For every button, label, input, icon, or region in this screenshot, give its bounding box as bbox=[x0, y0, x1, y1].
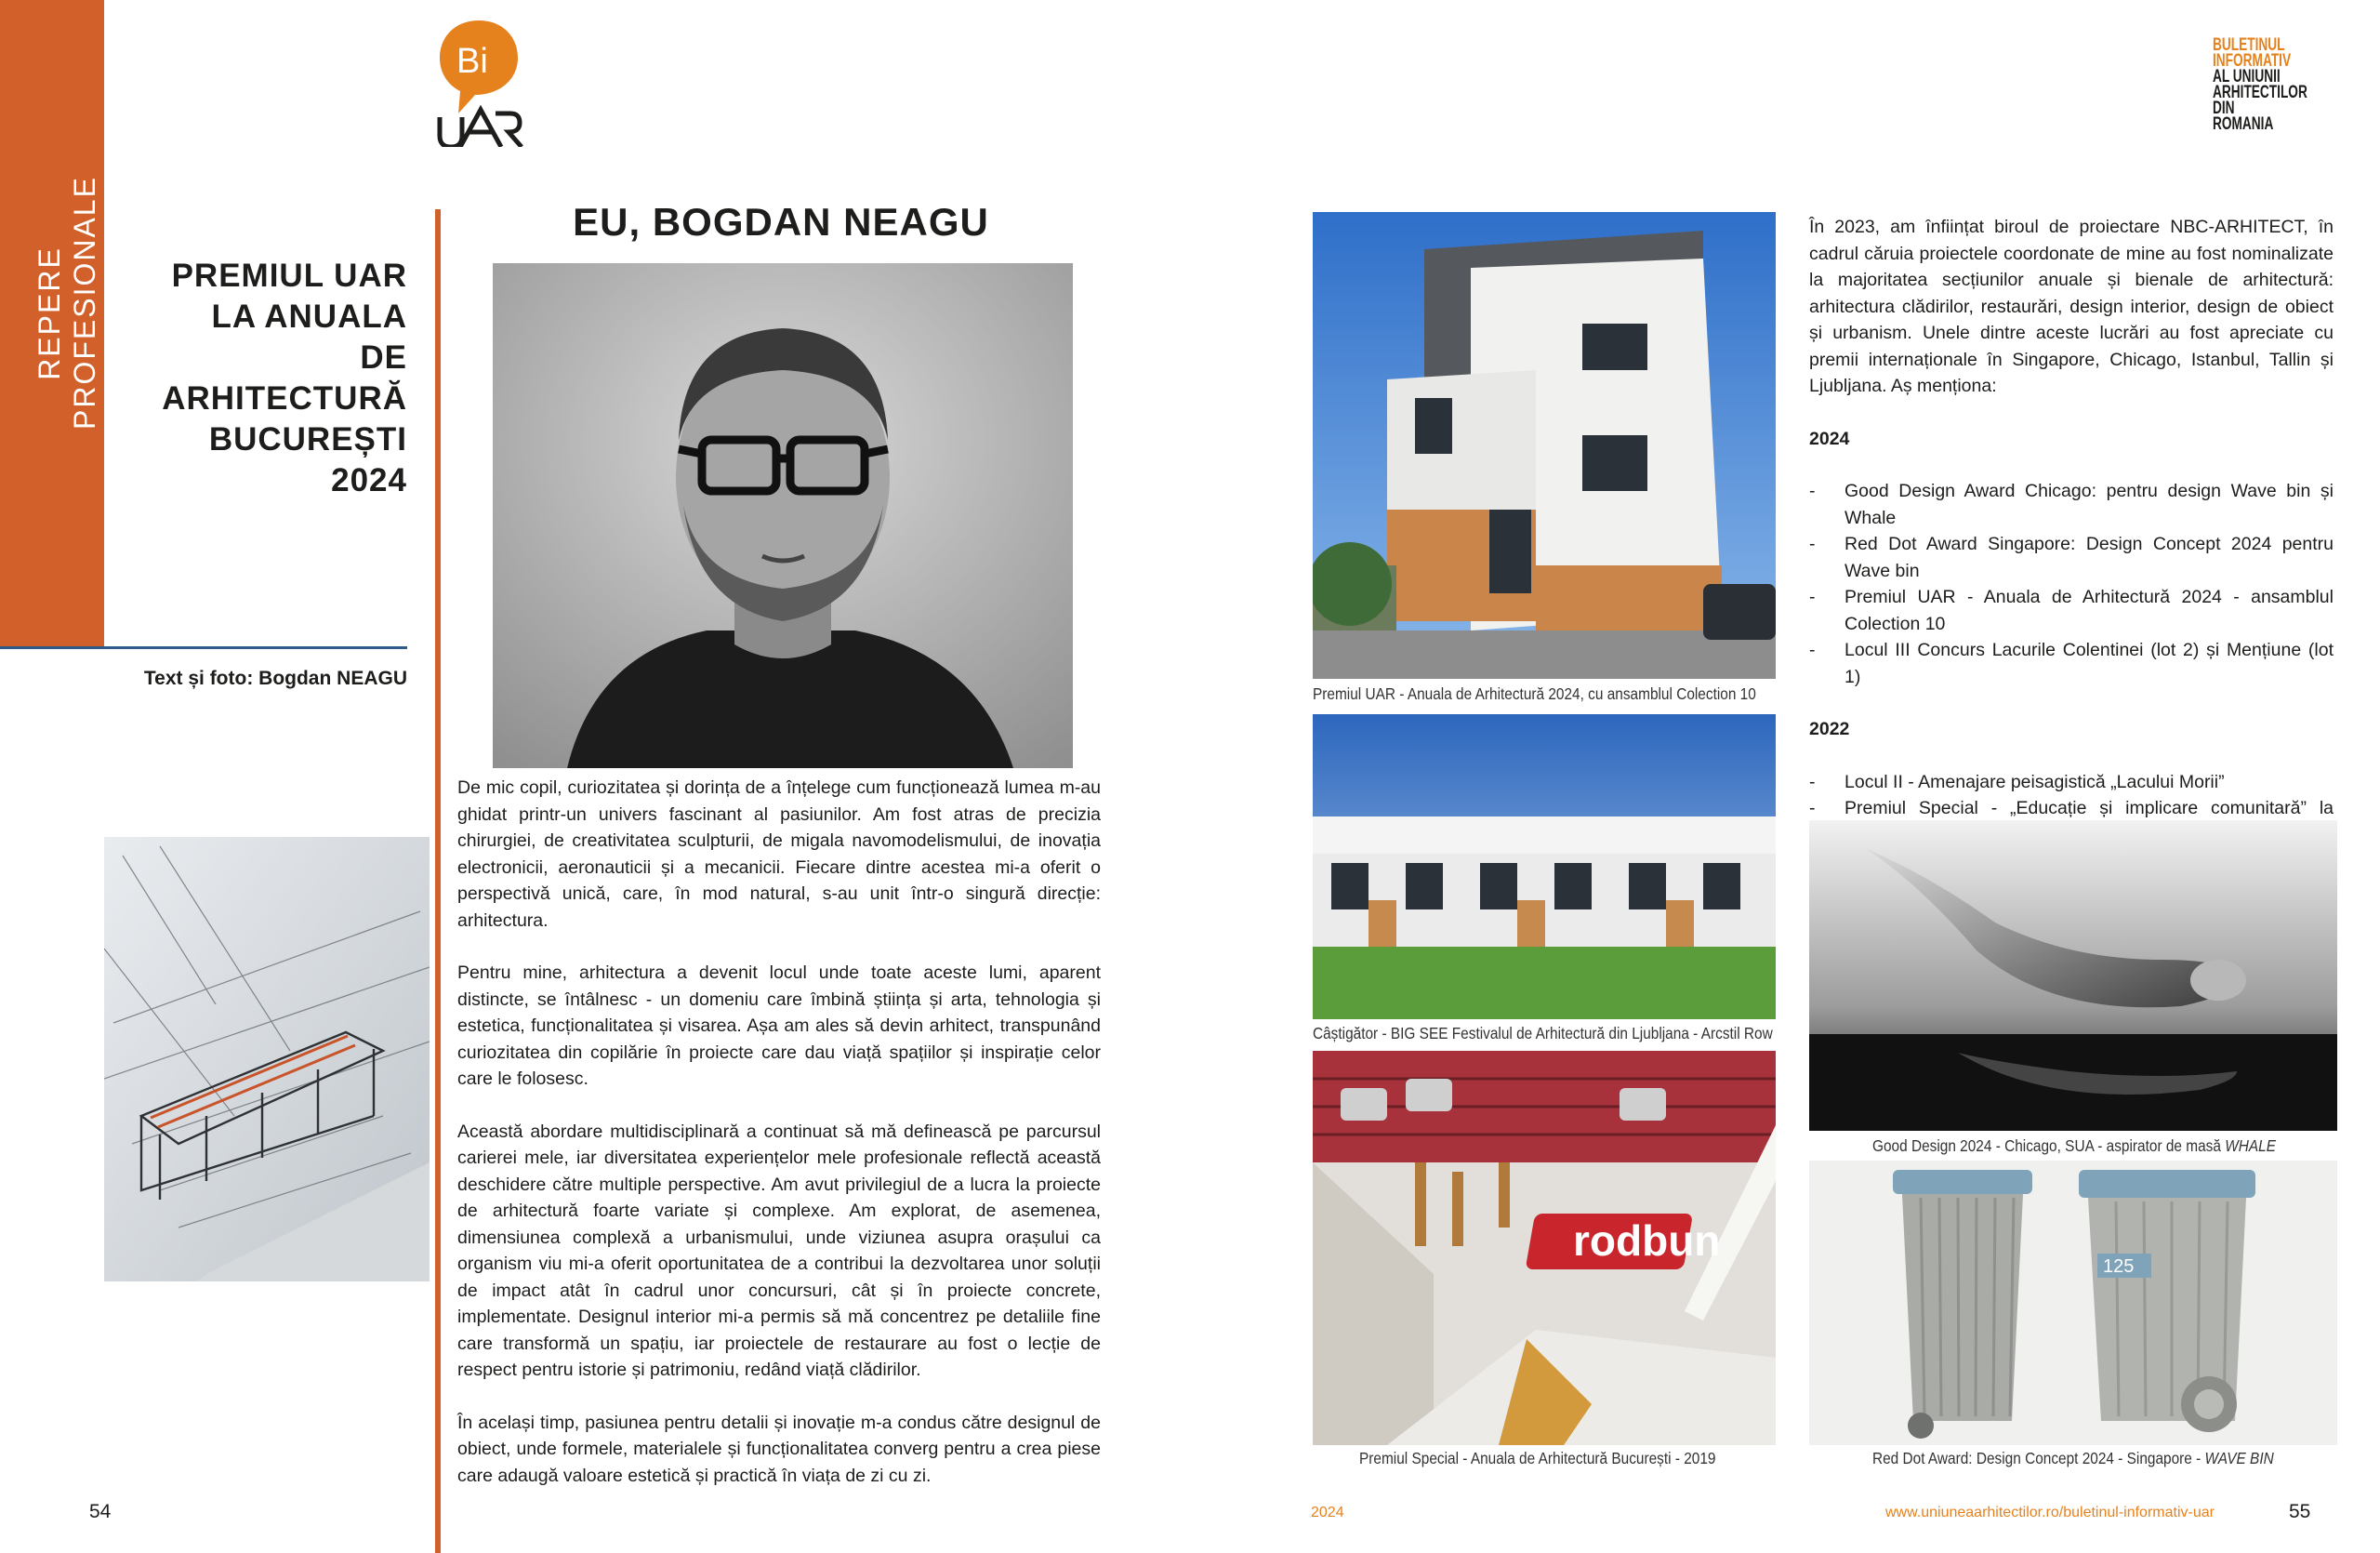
bulletin-logo-line: DIN ROMANIA bbox=[2213, 99, 2274, 134]
whale-caption-text: Good Design 2024 - Chicago, SUA - aspirator de masă bbox=[1872, 1136, 2226, 1155]
article-body bbox=[457, 775, 1101, 1515]
author-credit: Text și foto: Bogdan NEAGU bbox=[143, 668, 407, 689]
page-number-right: 55 bbox=[2289, 1501, 2311, 1522]
bulletin-logo-line: BULETINUL bbox=[2213, 35, 2285, 55]
body-paragraph: În același timp, pasiunea pentru detalii și inovație m-a condus către designul de obiect, unde formele, materialele și funcționalitatea converg pentru a crea piese care adaugă valoare estetică și practică în viața de zi cu zi. bbox=[457, 1412, 1101, 1486]
wave-bin-caption bbox=[1872, 1449, 2274, 1468]
body-paragraph: De mic copil, curiozitatea și dorința de a înțelege cum funcționează lumea m-au ghidat printr-un univers fascinant al pasiunilor. Am fost atras de precizia chirurgiei, de creativitatea sculpturii, de migala navomodelismului, de inovația electronicii, aeronauticii și a mecanicii. Fiecare dintre acestea mi-a oferit o perspectivă unică, care, în mod natural, s-au unit într-o singură direcție: arhitectura. bbox=[457, 777, 1101, 931]
whale-photo bbox=[1809, 820, 2337, 1131]
wave-bin-photo bbox=[1809, 1161, 2337, 1445]
award-title-line: PREMIUL UAR bbox=[171, 258, 407, 294]
section-label-line-2: PROFESIONALE bbox=[68, 176, 101, 430]
award-title-line: 2024 bbox=[331, 462, 407, 498]
award-year: 2024 bbox=[1809, 428, 1850, 449]
bulletin-logo bbox=[2213, 35, 2307, 149]
award-item: - Locul III Concurs Lacurile Colentinei (lot 2) și Mențiune (lot 1) bbox=[1809, 637, 2334, 690]
award-item: - Locul II - Amenajare peisagistică „Lacului Morii” bbox=[1809, 769, 2334, 796]
award-item: - Premiul UAR - Anuala de Arhitectură 2024 - ansamblul Colection 10 bbox=[1809, 584, 2334, 637]
column-rule bbox=[435, 209, 441, 1553]
interior-photo bbox=[1313, 1051, 1776, 1445]
article-title: EU, BOGDAN NEAGU bbox=[573, 200, 989, 244]
portrait-photo bbox=[493, 263, 1073, 768]
bulletin-logo-line: ARHITECTILOR bbox=[2213, 83, 2307, 102]
footer-year: 2024 bbox=[1311, 1505, 1344, 1520]
interior-caption: Premiul Special - Anuala de Arhitectură București - 2019 bbox=[1359, 1449, 1716, 1467]
bin-number-text: 125 bbox=[2103, 1256, 2135, 1277]
bulletin-logo-line: AL UNIUNII bbox=[2213, 67, 2281, 86]
footer-url[interactable]: www.uniuneaarhitectilor.ro/buletinul-informativ-uar bbox=[1885, 1505, 2215, 1520]
page-number-left: 54 bbox=[89, 1501, 112, 1522]
uar-logo bbox=[432, 17, 525, 147]
award-title bbox=[112, 256, 407, 501]
row-houses-caption: Câștigător - BIG SEE Festivalul de Arhitectură din Ljubljana - Arcstil Row bbox=[1313, 1024, 1773, 1042]
building-caption: Premiul UAR - Anuala de Arhitectură 2024, cu ansamblul Colection 10 bbox=[1313, 684, 1756, 703]
interior-sign-text: rodbun bbox=[1573, 1216, 1721, 1265]
award-item: - Red Dot Award Singapore: Design Concept 2024 pentru Wave bin bbox=[1809, 531, 2334, 584]
award-title-line: LA ANUALA bbox=[211, 299, 407, 335]
sidebar-divider bbox=[0, 646, 407, 649]
building-photo bbox=[1313, 212, 1776, 679]
awards-intro: În 2023, am înființat biroul de proiectare NBC-ARHITECT, în cadrul căruia proiectele coordonate de mine au fost nominalizate la majoritatea secțiunilor anuale și bienale de arhitectură: arhitectura clădirilor, restaurări, design interior, design de obiect și urbanism. Unele dintre aceste lucrări au fost apreciate cu premii internaționale în Singapore, Chicago, Istanbul, Tallin și Ljubljana. Aș menționa: bbox=[1809, 217, 2334, 396]
body-paragraph: Această abordare multidisciplinară a continuat să mă definească pe parcursul carierei mele, iar diversitatea experiențelor mele profesionale reflectă această deschidere către multiple perspective. Am avut privilegiul de a lucra la proiecte de arhitectură foarte variate și complexe. Am explorat, de asemenea, dimensiunea complexă a urbanismului, unde viziunea asupra orașului ca organism viu mi-a oferit oportunitatea de a contribui la dezvoltarea unor soluții de impact atât în cadrul unor concursuri, cât și în proiecte concrete, implementate. Designul interior mi-a permis să mă concentrez pe detaliile fine care transformă un spațiu, iar proiectele de restaurare au fost o lecție de respect pentru istorie și patrimoniu, redând viață clădirilor. bbox=[457, 1121, 1101, 1380]
award-item: - Premiul Special - „Educație și implicare comunitară” la bbox=[1809, 795, 2334, 875]
logo-bi-text: Bi bbox=[456, 42, 488, 81]
wave-bin-caption-em: WAVE BIN bbox=[2204, 1449, 2274, 1467]
award-title-line: BUCUREȘTI bbox=[208, 421, 407, 458]
awards-column bbox=[1809, 214, 2334, 875]
award-list bbox=[1809, 478, 2334, 690]
whale-caption bbox=[1872, 1136, 2276, 1156]
wave-bin-caption-text: Red Dot Award: Design Concept 2024 - Singapore - bbox=[1872, 1449, 2205, 1467]
bulletin-logo-line: INFORMATIV bbox=[2213, 51, 2292, 71]
section-label-line-1: REPERE bbox=[33, 246, 66, 380]
whale-caption-em: WHALE bbox=[2225, 1136, 2276, 1155]
award-item: - Good Design Award Chicago: pentru design Wave bin și Whale bbox=[1809, 478, 2334, 531]
row-houses-photo bbox=[1313, 714, 1776, 1019]
sketch-photo bbox=[104, 837, 430, 1281]
body-paragraph: Pentru mine, arhitectura a devenit locul unde toate aceste lumi, aparent distincte, se întâlnesc - un domeniu care îmbină știința și arta, tehnologia și estetica, funcționalitatea și visarea. Așa am ales să devin arhitect, transpunând curiozitatea din copilărie în proiecte care dau viață spațiilor și inspirație celor care le folosesc. bbox=[457, 962, 1101, 1089]
award-year: 2022 bbox=[1809, 719, 1850, 739]
award-title-line: DE ARHITECTURĂ bbox=[162, 339, 407, 417]
